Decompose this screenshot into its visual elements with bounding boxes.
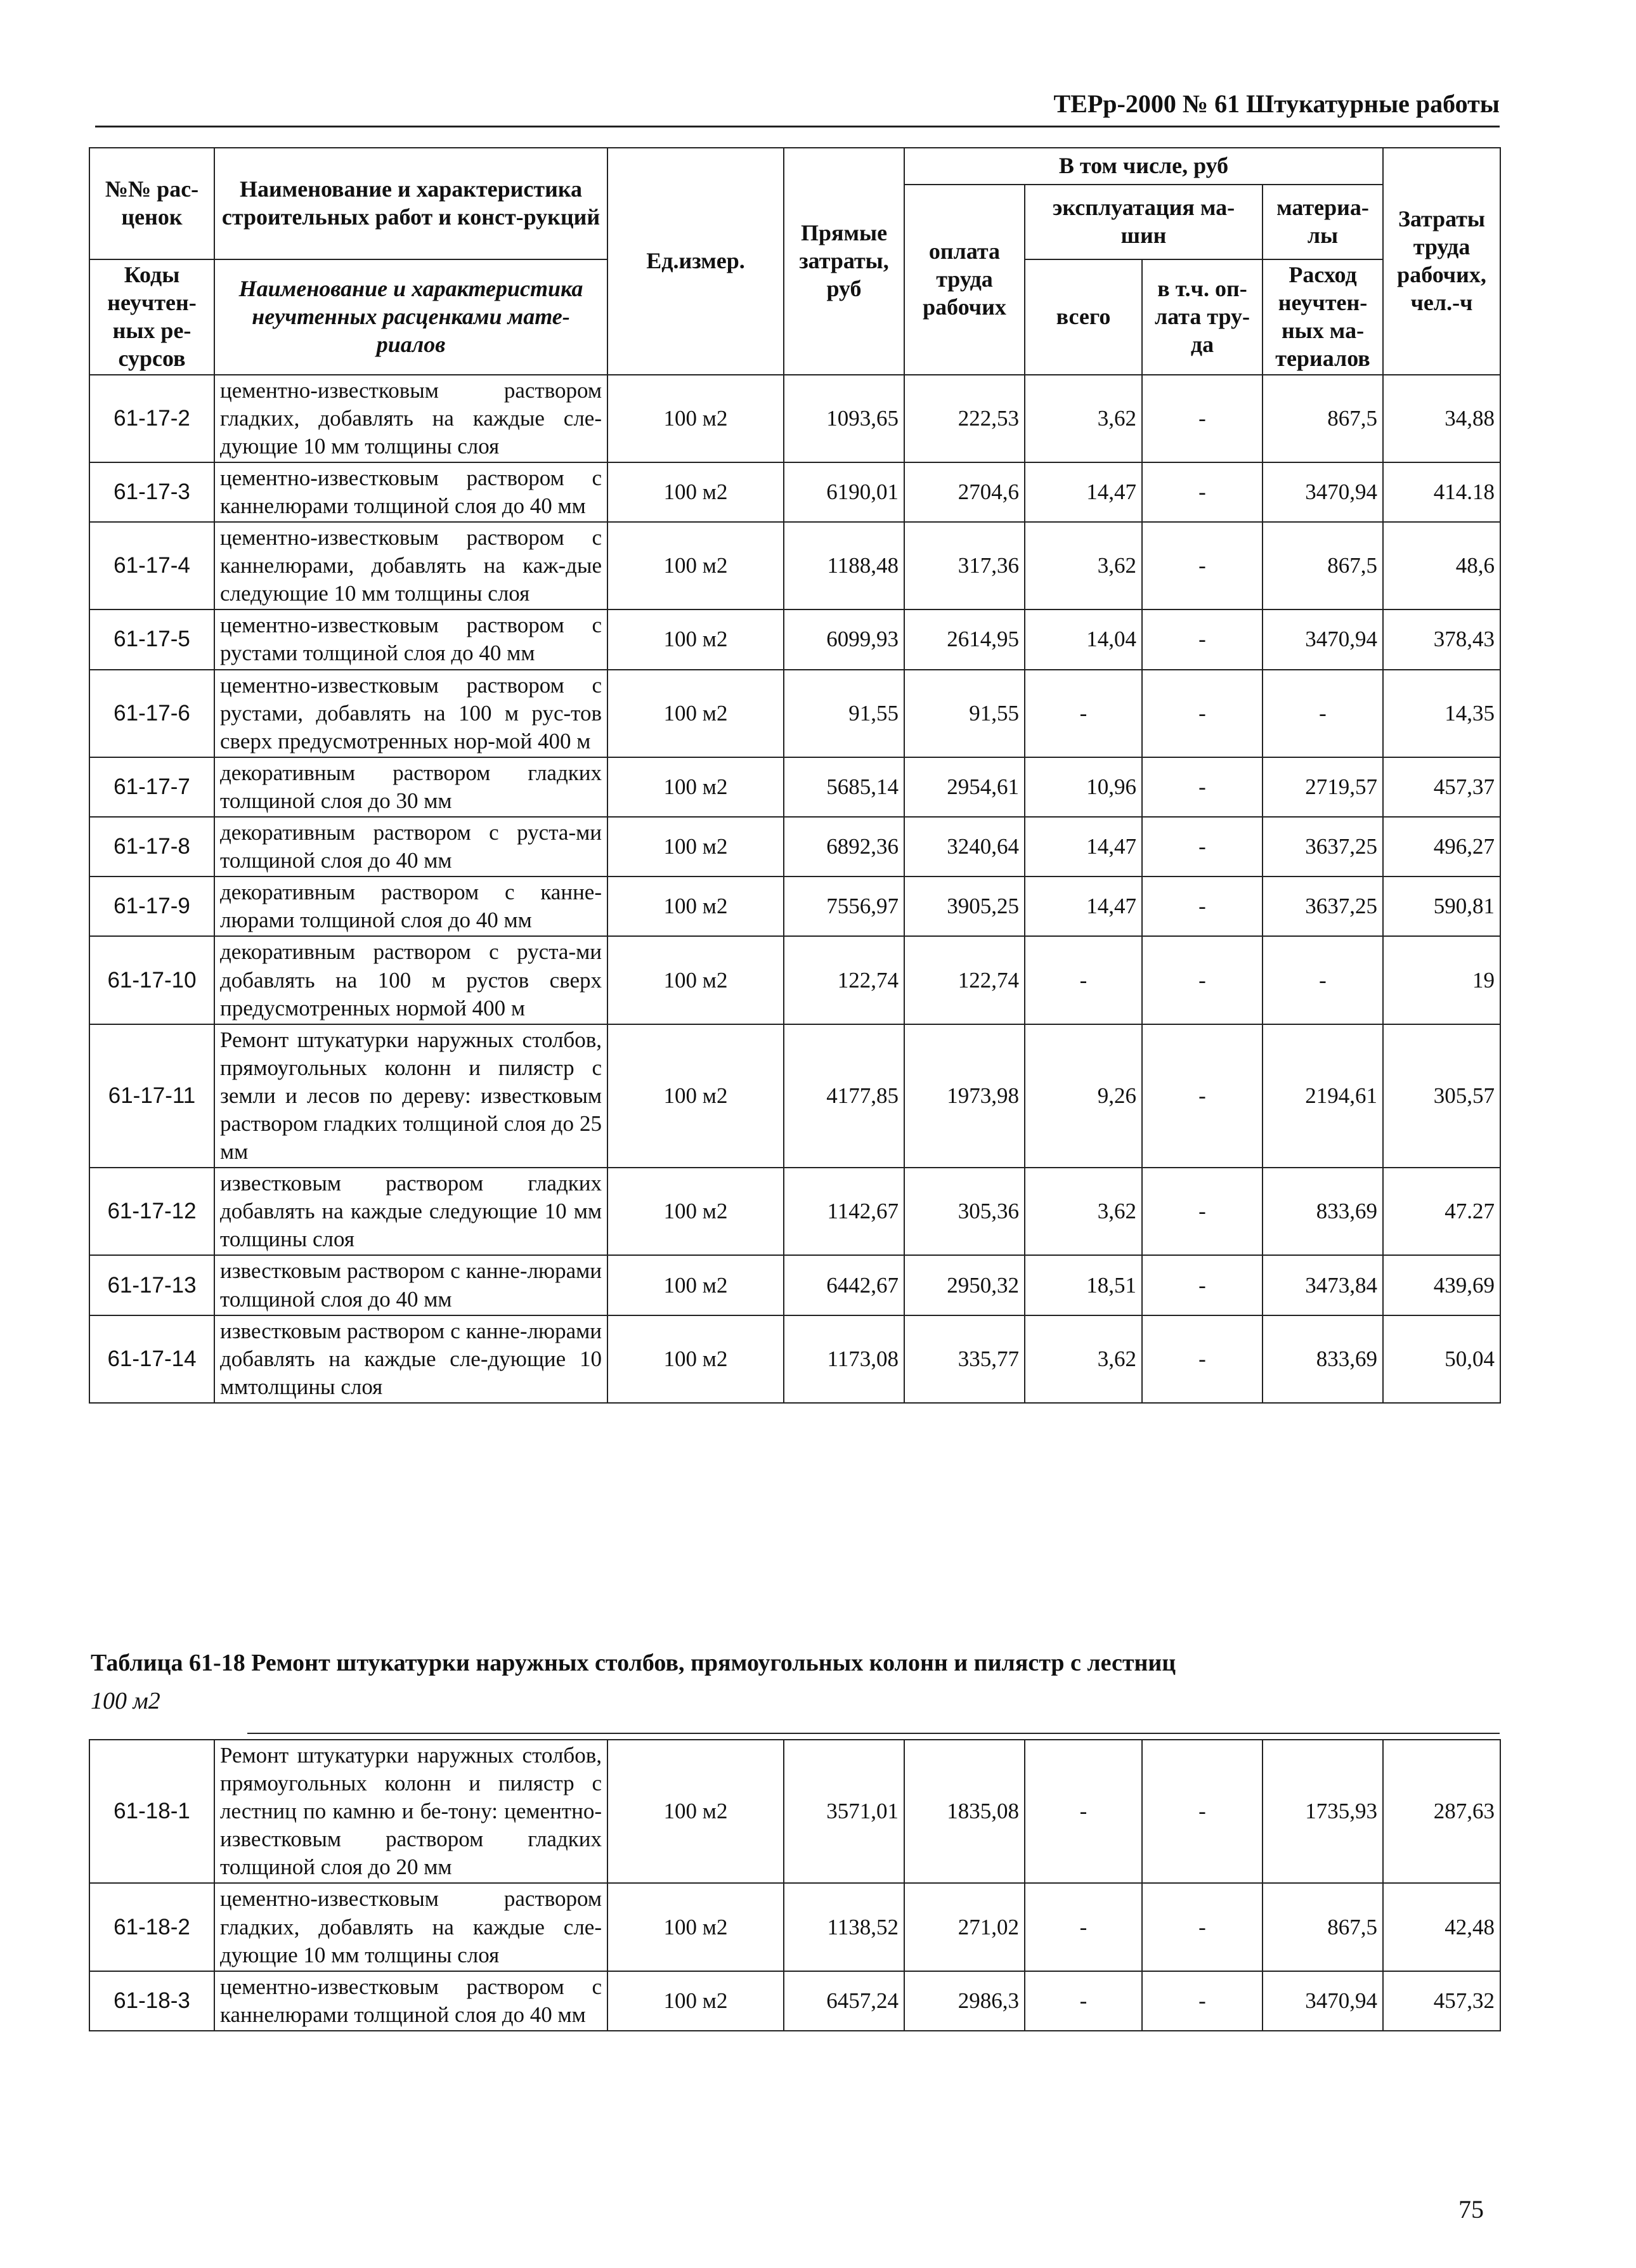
machine-wage-costs-cell: - xyxy=(1142,1024,1263,1168)
rates-table-61-18 xyxy=(89,1739,1501,2031)
direct-costs-cell: 6190,01 xyxy=(784,462,904,522)
labor-costs-cell: 34,88 xyxy=(1383,375,1500,462)
rate-code-cell: 61-18-2 xyxy=(89,1883,214,1971)
direct-costs-cell: 1093,65 xyxy=(784,375,904,462)
machine-wage-costs-cell: - xyxy=(1142,1883,1263,1971)
direct-costs-cell: 5685,14 xyxy=(784,757,904,817)
rate-code-cell: 61-17-6 xyxy=(89,670,214,757)
material-costs-cell: 867,5 xyxy=(1263,522,1383,609)
table-top-rule xyxy=(247,1733,1500,1734)
machine-costs-cell: - xyxy=(1025,1740,1142,1883)
rate-code-cell: 61-17-13 xyxy=(89,1255,214,1315)
material-costs-cell: 2194,61 xyxy=(1263,1024,1383,1168)
header-wage: оплата труда рабочих xyxy=(904,185,1025,375)
rate-code-cell: 61-18-1 xyxy=(89,1740,214,1883)
direct-costs-cell: 1138,52 xyxy=(784,1883,904,1971)
work-description-cell: цементно-известковым раствором с рустами толщиной слоя до 40 мм xyxy=(214,609,607,669)
machine-costs-cell: - xyxy=(1025,670,1142,757)
wage-costs-cell: 2954,61 xyxy=(904,757,1025,817)
page-title: ТЕРр-2000 № 61 Штукатурные работы xyxy=(1053,89,1500,118)
unit-of-measure-cell: 100 м2 xyxy=(607,877,784,936)
table-row xyxy=(89,936,1500,1024)
rate-code-cell: 61-17-14 xyxy=(89,1315,214,1403)
table-row xyxy=(89,1255,1500,1315)
table-row xyxy=(89,1971,1500,2031)
direct-costs-cell: 6892,36 xyxy=(784,817,904,877)
material-costs-cell: 3473,84 xyxy=(1263,1255,1383,1315)
labor-costs-cell: 14,35 xyxy=(1383,670,1500,757)
material-costs-cell: - xyxy=(1263,670,1383,757)
unit-of-measure-cell: 100 м2 xyxy=(607,1255,784,1315)
header-rule xyxy=(95,126,1500,127)
rates-table xyxy=(89,147,1501,1404)
unit-of-measure-cell: 100 м2 xyxy=(607,817,784,877)
material-costs-cell: 2719,57 xyxy=(1263,757,1383,817)
work-description-cell: известковым раствором с канне-люрами толщиной слоя до 40 мм xyxy=(214,1255,607,1315)
wage-costs-cell: 2950,32 xyxy=(904,1255,1025,1315)
machine-costs-cell: 14,47 xyxy=(1025,877,1142,936)
unit-of-measure-cell: 100 м2 xyxy=(607,462,784,522)
work-description-cell: декоративным раствором с канне-люрами толщиной слоя до 40 мм xyxy=(214,877,607,936)
unit-of-measure-cell: 100 м2 xyxy=(607,757,784,817)
wage-costs-cell: 222,53 xyxy=(904,375,1025,462)
machine-wage-costs-cell: - xyxy=(1142,1255,1263,1315)
table-row xyxy=(89,1168,1500,1255)
labor-costs-cell: 47.27 xyxy=(1383,1168,1500,1255)
machine-costs-cell: 3,62 xyxy=(1025,375,1142,462)
header-code-top: №№ рас-ценок xyxy=(89,148,214,259)
wage-costs-cell: 3240,64 xyxy=(904,817,1025,877)
material-costs-cell: 3470,94 xyxy=(1263,462,1383,522)
work-description-cell: цементно-известковым раствором с каннелюрами, добавлять на каж-дые следующие 10 мм толщины слоя xyxy=(214,522,607,609)
table-row xyxy=(89,1315,1500,1403)
wage-costs-cell: 122,74 xyxy=(904,936,1025,1024)
table-caption: Таблица 61-18 Ремонт штукатурки наружных столбов, прямоугольных колонн и пилястр с лестниц xyxy=(91,1650,1176,1676)
unit-of-measure-cell: 100 м2 xyxy=(607,1740,784,1883)
table-row xyxy=(89,1740,1500,1883)
work-description-cell: декоративным раствором с руста-ми толщиной слоя до 40 мм xyxy=(214,817,607,877)
work-description-cell: Ремонт штукатурки наружных столбов, прямоугольных колонн и пилястр с земли и лесов по дереву: известковым раствором гладких толщиной слоя до 25 мм xyxy=(214,1024,607,1168)
rate-code-cell: 61-17-4 xyxy=(89,522,214,609)
unit-of-measure-cell: 100 м2 xyxy=(607,1168,784,1255)
unit-of-measure-cell: 100 м2 xyxy=(607,1315,784,1403)
header-name-top: Наименование и характеристика строительных работ и конст-рукций xyxy=(214,148,607,259)
unit-of-measure-cell: 100 м2 xyxy=(607,375,784,462)
machine-wage-costs-cell: - xyxy=(1142,670,1263,757)
wage-costs-cell: 305,36 xyxy=(904,1168,1025,1255)
material-costs-cell: 3470,94 xyxy=(1263,1971,1383,2031)
unit-of-measure-cell: 100 м2 xyxy=(607,936,784,1024)
rate-code-cell: 61-17-10 xyxy=(89,936,214,1024)
work-description-cell: цементно-известковым раствором с каннелюрами толщиной слоя до 40 мм xyxy=(214,1971,607,2031)
labor-costs-cell: 50,04 xyxy=(1383,1315,1500,1403)
machine-wage-costs-cell: - xyxy=(1142,375,1263,462)
unit-of-measure-cell: 100 м2 xyxy=(607,1971,784,2031)
table-row xyxy=(89,1883,1500,1971)
rate-code-cell: 61-17-9 xyxy=(89,877,214,936)
labor-costs-cell: 590,81 xyxy=(1383,877,1500,936)
machine-wage-costs-cell: - xyxy=(1142,936,1263,1024)
rate-code-cell: 61-17-8 xyxy=(89,817,214,877)
work-description-cell: Ремонт штукатурки наружных столбов, прямоугольных колонн и пилястр с лестниц по камню и бе-тону: цементно-известковым раствором гладких толщиной слоя до 20 мм xyxy=(214,1740,607,1883)
material-costs-cell: 3637,25 xyxy=(1263,817,1383,877)
header-code-bottom: Коды неучтен-ных ре-сурсов xyxy=(89,259,214,375)
machine-wage-costs-cell: - xyxy=(1142,877,1263,936)
header-materials: материа-лы xyxy=(1263,185,1383,259)
direct-costs-cell: 3571,01 xyxy=(784,1740,904,1883)
header-including: В том числе, руб xyxy=(904,148,1383,185)
machine-costs-cell: 14,47 xyxy=(1025,462,1142,522)
direct-costs-cell: 6099,93 xyxy=(784,609,904,669)
wage-costs-cell: 335,77 xyxy=(904,1315,1025,1403)
material-costs-cell: 867,5 xyxy=(1263,375,1383,462)
rate-code-cell: 61-17-7 xyxy=(89,757,214,817)
unit-of-measure-cell: 100 м2 xyxy=(607,522,784,609)
machine-wage-costs-cell: - xyxy=(1142,1315,1263,1403)
rate-code-cell: 61-18-3 xyxy=(89,1971,214,2031)
table-row xyxy=(89,1024,1500,1168)
labor-costs-cell: 496,27 xyxy=(1383,817,1500,877)
table-unit-note: 100 м2 xyxy=(91,1688,160,1714)
machine-wage-costs-cell: - xyxy=(1142,609,1263,669)
machine-costs-cell: 14,04 xyxy=(1025,609,1142,669)
rate-code-cell: 61-17-11 xyxy=(89,1024,214,1168)
labor-costs-cell: 439,69 xyxy=(1383,1255,1500,1315)
work-description-cell: декоративным раствором гладких толщиной слоя до 30 мм xyxy=(214,757,607,817)
header-name-bottom: Наименование и характеристика неучтенных расценками мате-риалов xyxy=(214,259,607,375)
machine-wage-costs-cell: - xyxy=(1142,757,1263,817)
table-row xyxy=(89,757,1500,817)
machine-wage-costs-cell: - xyxy=(1142,1971,1263,2031)
rate-code-cell: 61-17-12 xyxy=(89,1168,214,1255)
material-costs-cell: 1735,93 xyxy=(1263,1740,1383,1883)
machine-costs-cell: 3,62 xyxy=(1025,1168,1142,1255)
machine-costs-cell: 3,62 xyxy=(1025,522,1142,609)
machine-costs-cell: 3,62 xyxy=(1025,1315,1142,1403)
wage-costs-cell: 2986,3 xyxy=(904,1971,1025,2031)
header-machines: эксплуатация ма-шин xyxy=(1025,185,1263,259)
work-description-cell: цементно-известковым раствором гладких, добавлять на каждые сле-дующие 10 мм толщины слоя xyxy=(214,1883,607,1971)
table-row xyxy=(89,877,1500,936)
labor-costs-cell: 42,48 xyxy=(1383,1883,1500,1971)
work-description-cell: цементно-известковым раствором с каннелюрами толщиной слоя до 40 мм xyxy=(214,462,607,522)
header-machines-wage: в т.ч. оп-лата тру-да xyxy=(1142,259,1263,375)
machine-costs-cell: - xyxy=(1025,1971,1142,2031)
labor-costs-cell: 48,6 xyxy=(1383,522,1500,609)
material-costs-cell: 867,5 xyxy=(1263,1883,1383,1971)
direct-costs-cell: 7556,97 xyxy=(784,877,904,936)
direct-costs-cell: 1188,48 xyxy=(784,522,904,609)
table-row xyxy=(89,670,1500,757)
material-costs-cell: - xyxy=(1263,936,1383,1024)
machine-wage-costs-cell: - xyxy=(1142,462,1263,522)
direct-costs-cell: 4177,85 xyxy=(784,1024,904,1168)
table-row xyxy=(89,375,1500,462)
machine-costs-cell: - xyxy=(1025,936,1142,1024)
wage-costs-cell: 91,55 xyxy=(904,670,1025,757)
header-unit: Ед.измер. xyxy=(607,148,784,375)
work-description-cell: декоративным раствором с руста-ми добавлять на 100 м рустов сверх предусмотренных нормой 400 м xyxy=(214,936,607,1024)
direct-costs-cell: 1173,08 xyxy=(784,1315,904,1403)
unit-of-measure-cell: 100 м2 xyxy=(607,1883,784,1971)
rate-code-cell: 61-17-5 xyxy=(89,609,214,669)
work-description-cell: известковым раствором гладких добавлять на каждые следующие 10 мм толщины слоя xyxy=(214,1168,607,1255)
unit-of-measure-cell: 100 м2 xyxy=(607,1024,784,1168)
material-costs-cell: 3637,25 xyxy=(1263,877,1383,936)
machine-costs-cell: - xyxy=(1025,1883,1142,1971)
rate-code-cell: 61-17-3 xyxy=(89,462,214,522)
table-row xyxy=(89,817,1500,877)
wage-costs-cell: 3905,25 xyxy=(904,877,1025,936)
labor-costs-cell: 457,37 xyxy=(1383,757,1500,817)
rate-code-cell: 61-17-2 xyxy=(89,375,214,462)
machine-wage-costs-cell: - xyxy=(1142,1740,1263,1883)
table-row xyxy=(89,609,1500,669)
labor-costs-cell: 457,32 xyxy=(1383,1971,1500,2031)
material-costs-cell: 3470,94 xyxy=(1263,609,1383,669)
direct-costs-cell: 6442,67 xyxy=(784,1255,904,1315)
machine-costs-cell: 14,47 xyxy=(1025,817,1142,877)
table-row xyxy=(89,462,1500,522)
header-materials-uncounted: Расход неучтен-ных ма-териалов xyxy=(1263,259,1383,375)
table-row xyxy=(89,522,1500,609)
machine-wage-costs-cell: - xyxy=(1142,1168,1263,1255)
work-description-cell: цементно-известковым раствором гладких, добавлять на каждые сле-дующие 10 мм толщины слоя xyxy=(214,375,607,462)
machine-costs-cell: 9,26 xyxy=(1025,1024,1142,1168)
wage-costs-cell: 2704,6 xyxy=(904,462,1025,522)
machine-wage-costs-cell: - xyxy=(1142,522,1263,609)
header-machines-total: всего xyxy=(1025,259,1142,375)
work-description-cell: известковым раствором с канне-люрами добавлять на каждые сле-дующие 10 ммтолщины слоя xyxy=(214,1315,607,1403)
machine-costs-cell: 10,96 xyxy=(1025,757,1142,817)
labor-costs-cell: 287,63 xyxy=(1383,1740,1500,1883)
wage-costs-cell: 317,36 xyxy=(904,522,1025,609)
machine-wage-costs-cell: - xyxy=(1142,817,1263,877)
labor-costs-cell: 378,43 xyxy=(1383,609,1500,669)
direct-costs-cell: 1142,67 xyxy=(784,1168,904,1255)
machine-costs-cell: 18,51 xyxy=(1025,1255,1142,1315)
wage-costs-cell: 2614,95 xyxy=(904,609,1025,669)
material-costs-cell: 833,69 xyxy=(1263,1168,1383,1255)
work-description-cell: цементно-известковым раствором с рустами, добавлять на 100 м рус-тов сверх предусмотренных нор-мой 400 м xyxy=(214,670,607,757)
labor-costs-cell: 414.18 xyxy=(1383,462,1500,522)
direct-costs-cell: 6457,24 xyxy=(784,1971,904,2031)
material-costs-cell: 833,69 xyxy=(1263,1315,1383,1403)
labor-costs-cell: 19 xyxy=(1383,936,1500,1024)
wage-costs-cell: 271,02 xyxy=(904,1883,1025,1971)
wage-costs-cell: 1835,08 xyxy=(904,1740,1025,1883)
unit-of-measure-cell: 100 м2 xyxy=(607,670,784,757)
wage-costs-cell: 1973,98 xyxy=(904,1024,1025,1168)
page-number: 75 xyxy=(1458,2195,1484,2224)
direct-costs-cell: 122,74 xyxy=(784,936,904,1024)
direct-costs-cell: 91,55 xyxy=(784,670,904,757)
header-labor-costs: Затраты труда рабочих, чел.-ч xyxy=(1383,148,1500,375)
unit-of-measure-cell: 100 м2 xyxy=(607,609,784,669)
labor-costs-cell: 305,57 xyxy=(1383,1024,1500,1168)
header-direct-costs: Прямые затраты, руб xyxy=(784,148,904,375)
